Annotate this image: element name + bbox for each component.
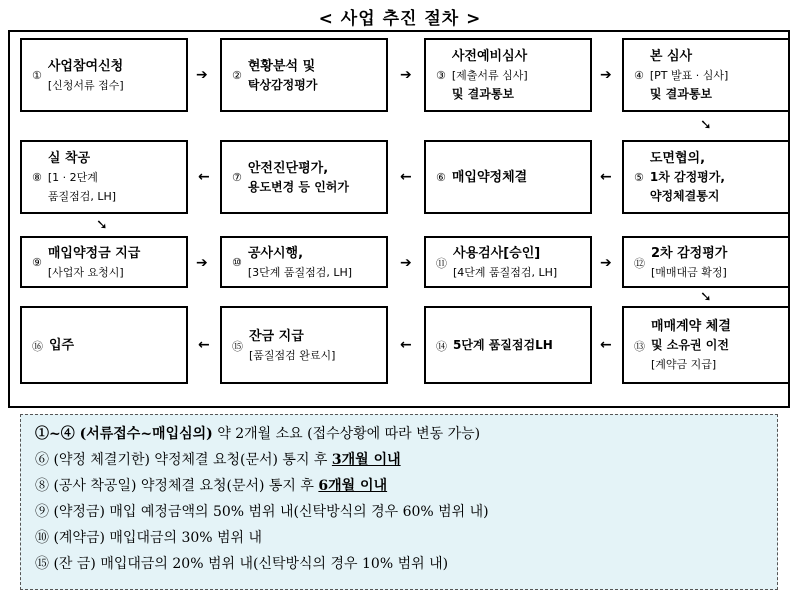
notes-box xyxy=(20,414,778,590)
step-13-box xyxy=(622,306,790,384)
step-number: ① xyxy=(32,69,42,82)
step-detail-2: 약정체결통지 xyxy=(649,189,720,203)
step-detail: [4단계 품질점검, LH] xyxy=(453,265,558,279)
step-number: ⑦ xyxy=(232,171,242,184)
note-text: 약 2개월 소요 (접수상황에 따라 변동 가능) xyxy=(212,426,481,442)
step-number: ③ xyxy=(436,69,446,82)
step-4-box xyxy=(622,38,790,112)
step-10-box xyxy=(220,236,388,288)
right-arrow-icon: ➔ xyxy=(600,67,612,83)
page-title: < 사업 추진 절차 > xyxy=(318,9,482,29)
step-title: 잔금 지급 xyxy=(249,328,304,344)
step-7-box xyxy=(220,140,388,214)
step-title: 본 심사 xyxy=(649,49,693,64)
step-1-box xyxy=(20,38,188,112)
note-line-4: ⑨ (약정금) 매입 예정금액의 50% 범위 내(신탁방식의 경우 60% 범위 내) xyxy=(35,504,489,520)
left-arrow-icon: ← xyxy=(600,337,612,353)
note-text: ⑥ (약정 체결기한) 약정체결 요청(문서) 통지 후 xyxy=(35,452,332,468)
step-detail-2: 및 결과통보 xyxy=(451,87,515,101)
right-arrow-icon: ➔ xyxy=(600,255,612,271)
step-5-box xyxy=(622,140,790,214)
step-title: 사용검사[승인] xyxy=(453,245,541,261)
step-number: ④ xyxy=(634,69,644,82)
step-detail-2: 및 결과통보 xyxy=(649,87,713,101)
note-line-2 xyxy=(35,447,763,473)
note-text: ⑧ (공사 착공일) 약정체결 요청(문서) 통지 후 xyxy=(35,478,319,494)
step-detail-2: 품질점검, LH] xyxy=(47,190,117,203)
left-arrow-icon: ← xyxy=(198,337,210,353)
step-title: 매입약정금 지급 xyxy=(47,245,141,261)
down-arrow-icon: ➘ xyxy=(700,289,712,305)
step-detail: [사업자 요청시] xyxy=(47,265,124,279)
step-12-box xyxy=(622,236,790,288)
step-detail-2: [계약금 지급] xyxy=(651,358,717,371)
step-11-box xyxy=(424,236,592,288)
step-title: 현황분석 및 xyxy=(247,58,316,74)
note-line-5: ⑩ (계약금) 매입대금의 30% 범위 내 xyxy=(35,530,263,546)
step-title: 사업참여신청 xyxy=(47,58,124,74)
step-detail: [신청서류 접수] xyxy=(47,78,124,92)
step-title: 도면협의, xyxy=(649,151,706,166)
step-number: ⑭ xyxy=(436,339,447,353)
step-number: ⑫ xyxy=(634,256,645,270)
step-detail: [제출서류 심사] xyxy=(451,69,528,82)
step-detail: [3단계 품질점검, LH] xyxy=(247,265,353,279)
step-number: ⑩ xyxy=(232,256,242,269)
down-arrow-icon: ➘ xyxy=(700,117,712,133)
step-number: ⑯ xyxy=(32,339,43,353)
step-title: 공사시행, xyxy=(247,245,304,261)
step-detail: 탁상감정평가 xyxy=(247,77,318,92)
step-title: 매매계약 체결 xyxy=(651,319,731,334)
step-number: ⑥ xyxy=(436,171,446,184)
step-number: ⑪ xyxy=(436,256,447,270)
step-title: 입주 xyxy=(49,338,75,353)
step-3-box xyxy=(424,38,592,112)
step-14-box xyxy=(424,306,592,384)
note-line-3 xyxy=(35,473,763,499)
step-title: 5단계 품질점검LH xyxy=(453,338,553,352)
step-9-box xyxy=(20,236,188,288)
step-number: ② xyxy=(232,69,242,82)
note-deadline: 3개월 이내 xyxy=(331,452,401,468)
right-arrow-icon: ➔ xyxy=(196,255,208,271)
step-detail: [1 · 2단계 xyxy=(47,171,98,184)
note-line-1 xyxy=(35,421,763,447)
left-arrow-icon: ← xyxy=(600,169,612,185)
step-detail: 1차 감정평가, xyxy=(649,170,725,184)
note-deadline: 6개월 이내 xyxy=(318,478,388,494)
step-number: ⑨ xyxy=(32,256,42,269)
step-title: 매입약정체결 xyxy=(451,170,528,185)
step-16-box xyxy=(20,306,188,384)
step-title: 2차 감정평가 xyxy=(651,245,728,261)
step-number: ⑧ xyxy=(32,171,42,184)
step-15-box xyxy=(220,306,388,384)
left-arrow-icon: ← xyxy=(400,169,412,185)
step-title: 안전진단평가, xyxy=(247,160,329,176)
right-arrow-icon: ➔ xyxy=(400,67,412,83)
step-number: ⑬ xyxy=(634,339,645,353)
step-title: 실 착공 xyxy=(47,151,91,166)
right-arrow-icon: ➔ xyxy=(400,255,412,271)
step-8-box xyxy=(20,140,188,214)
right-arrow-icon: ➔ xyxy=(196,67,208,83)
left-arrow-icon: ← xyxy=(198,169,210,185)
note-line-6: ⑮ (잔 금) 매입대금의 20% 범위 내(신탁방식의 경우 10% 범위 내) xyxy=(35,556,449,572)
step-number: ⑮ xyxy=(232,339,243,353)
step-6-box xyxy=(424,140,592,214)
step-detail: [PT 발표 · 심사] xyxy=(649,69,729,82)
step-detail: [품질점검 완료시] xyxy=(249,348,336,362)
left-arrow-icon: ← xyxy=(400,337,412,353)
note-lead: ①~④ (서류접수~매입심의) xyxy=(35,426,213,442)
step-title: 사전예비심사 xyxy=(451,49,528,64)
down-arrow-icon: ➘ xyxy=(96,217,108,233)
step-detail: 용도변경 등 인허가 xyxy=(247,179,349,194)
step-detail: 및 소유권 이전 xyxy=(651,338,729,352)
step-detail: [매매대금 확정] xyxy=(651,265,727,279)
step-2-box xyxy=(220,38,388,112)
step-number: ⑤ xyxy=(634,171,644,184)
